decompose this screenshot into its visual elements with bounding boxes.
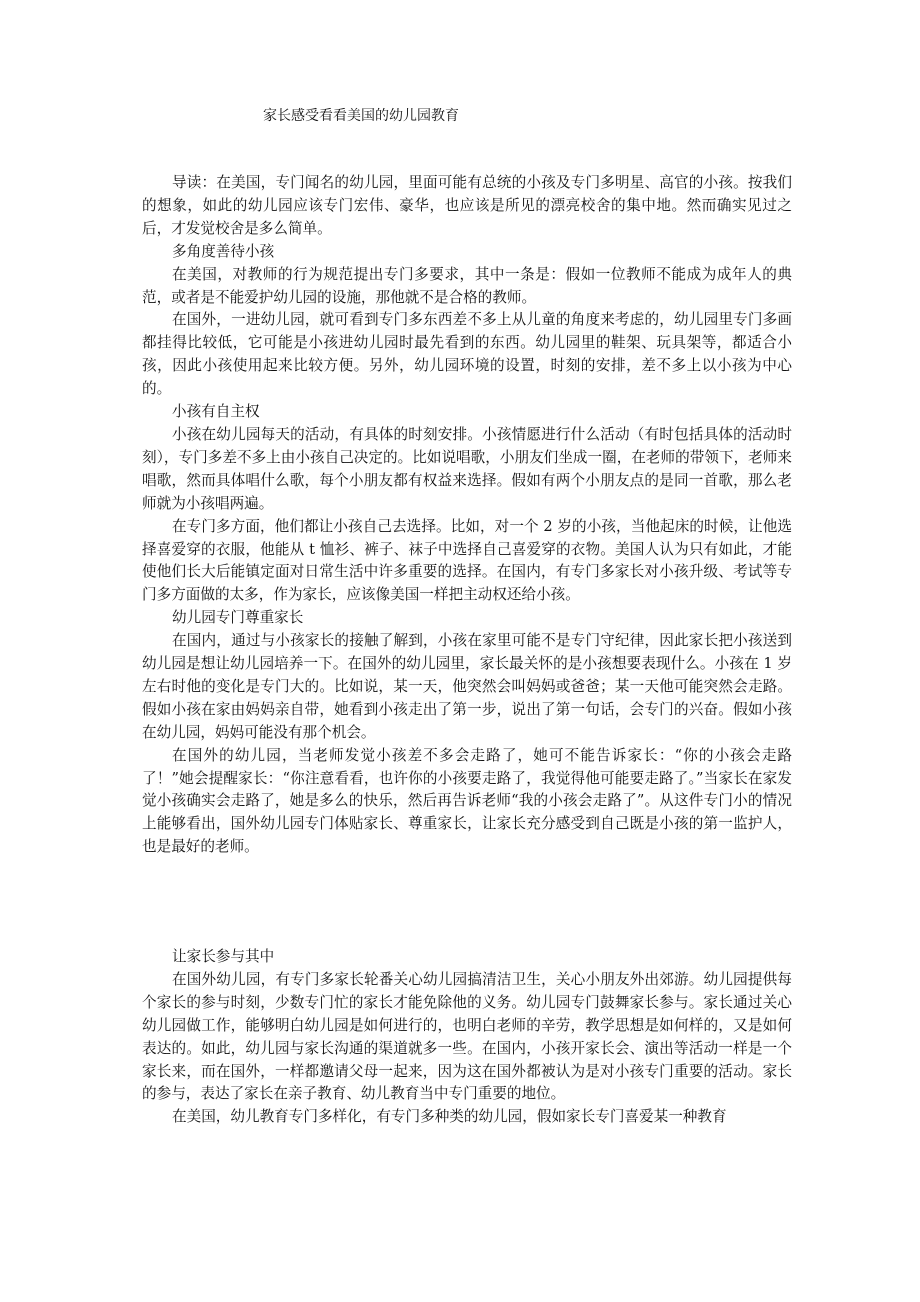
section-heading: 小孩有自主权 — [172, 403, 260, 421]
section-heading: 多角度善待小孩 — [172, 242, 275, 260]
document-title: 家长感受看看美国的幼儿园教育 — [263, 108, 459, 124]
document-body-section-1 — [142, 172, 792, 859]
section-heading: 幼儿园专门尊重家长 — [172, 609, 304, 627]
intro-paragraph: 导读：在美国，专门闻名的幼儿园，里面可能有总统的小孩及专门多明星、高官的小孩。按我们的想象，如此的幼儿园应该专门宏伟、豪华，也应该是所见的漂亮校舍的集中地。然而确实见过之后，才发觉校舍是多么简单。 — [142, 174, 792, 237]
body-paragraph: 在国外幼儿园，有专门多家长轮番关心幼儿园搞清洁卫生，关心小朋友外出郊游。幼儿园提供每个家长的参与时刻，少数专门忙的家长才能免除他的义务。幼儿园专门鼓舞家长参与。家长通过关心幼儿园做工作，能够明白幼儿园是如何进行的，也明白老师的辛劳，教学思想是如何样的，又是如何表达的。如此，幼儿园与家长沟通的渠道就多一些。在国内，小孩开家长会、演出等活动一样是一个家长来，而在国外，一样都邀请父母一起来，因为这在国外都被认为是对小孩专门重要的活动。家长的参与，表达了家长在亲子教育、幼儿教育当中专门重要的地位。 — [142, 970, 792, 1103]
body-paragraph: 在美国，幼儿教育专门多样化，有专门多种类的幼儿园，假如家长专门喜爱某一种教育 — [172, 1108, 727, 1126]
body-paragraph: 在国外的幼儿园，当老师发觉小孩差不多会走路了，她可不能告诉家长：“你的小孩会走路了！”她会提醒家长：“你注意看看，也许你的小孩要走路了，我觉得他可能要走路了。”当家长在家发觉小孩确实会走路了，她是多么的快乐，然后再告诉老师“我的小孩会走路了”。从这件专门小的情况上能够看出，国外幼儿园专门体贴家长、尊重家长，让家长充分感受到自己既是小孩的第一监护人，也是最好的老师。 — [142, 746, 792, 856]
document-body-section-2 — [142, 946, 792, 1129]
body-paragraph: 在美国，对教师的行为规范提出专门多要求，其中一条是：假如一位教师不能成为成年人的典范，或者是不能爱护幼儿园的设施，那他就不是合格的教师。 — [142, 265, 792, 306]
body-paragraph: 在国内，通过与小孩家长的接触了解到，小孩在家里可能不是专门守纪律，因此家长把小孩送到幼儿园是想让幼儿园培养一下。在国外的幼儿园里，家长最关怀的是小孩想要表现什么。小孩在 1 岁左右时他的变化是专门大的。比如说，某一天，他突然会叫妈妈或爸爸；某一天他可能突然会走路。假如小孩在家由妈妈亲自带，她看到小孩走出了第一步，说出了第一句话，会专门的兴奋。假如小孩在幼儿园，妈妈可能没有那个机会。 — [142, 632, 792, 741]
body-paragraph: 小孩在幼儿园每天的活动，有具体的时刻安排。小孩情愿进行什么活动（有时包括具体的活动时刻），专门多差不多上由小孩自己决定的。比如说唱歌，小朋友们坐成一圈，在老师的带领下，老师来唱歌，然而具体唱什么歌，每个小朋友都有权益来选择。假如有两个小朋友点的是同一首歌，那么老师就为小孩唱两遍。 — [142, 425, 792, 512]
body-paragraph: 在专门多方面，他们都让小孩自己去选择。比如，对一个 2 岁的小孩，当他起床的时候，让他选择喜爱穿的衣服，他能从 t 恤衫、裤子、袜子中选择自己喜爱穿的衣物。美国人认为只有如此，才能使他们长大后能镇定面对日常生活中许多重要的选择。在国内，有专门多家长对小孩升级、考试等专门多方面做的太多，作为家长，应该像美国一样把主动权还给小孩。 — [142, 517, 792, 604]
body-paragraph: 在国外，一进幼儿园，就可看到专门多东西差不多上从儿童的角度来考虑的，幼儿园里专门多画都挂得比较低，它可能是小孩进幼儿园时最先看到的东西。幼儿园里的鞋架、玩具架等，都适合小孩，因此小孩使用起来比较方便。另外，幼儿园环境的设置，时刻的安排，差不多上以小孩为中心的。 — [142, 311, 792, 398]
section-heading: 让家长参与其中 — [172, 948, 275, 965]
